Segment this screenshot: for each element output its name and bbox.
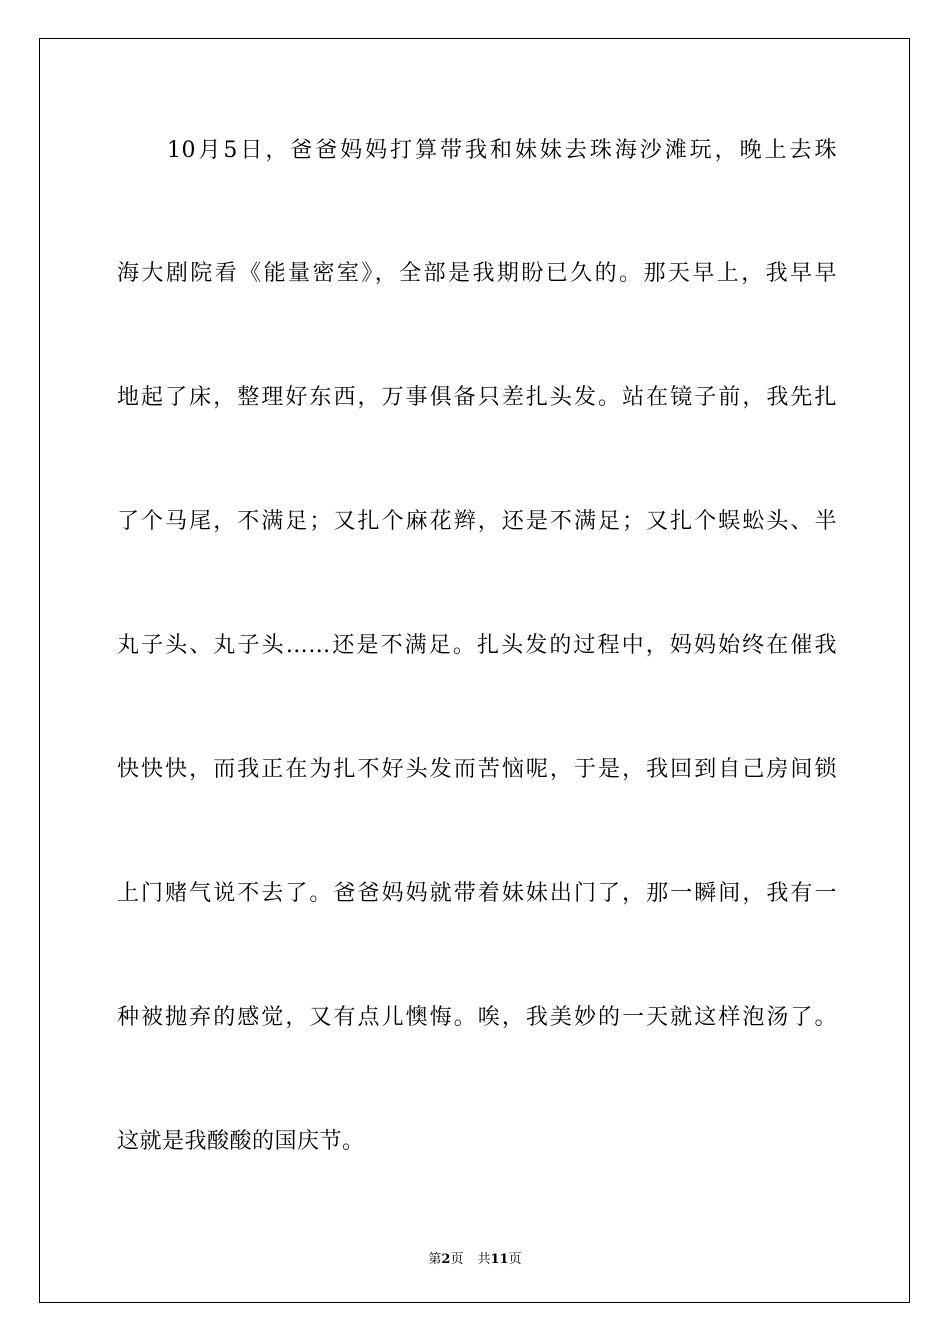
page-border [39, 38, 910, 1303]
total-page-number: 11 [490, 1252, 509, 1267]
paragraph-line: 丸子头、丸子头……还是不满足。扎头发的过程中，妈妈始终在催我 [117, 633, 837, 658]
page-suffix: 页 [450, 1252, 464, 1267]
page-prefix: 第 [428, 1252, 442, 1267]
current-page-number: 2 [441, 1252, 451, 1267]
page-footer [0, 1248, 950, 1267]
paragraph-line: 10月5日，爸爸妈妈打算带我和妹妹去珠海沙滩玩，晚上去珠 [167, 138, 837, 163]
total-prefix: 共 [477, 1252, 491, 1267]
total-suffix: 页 [508, 1252, 522, 1267]
paragraph-line: 这就是我酸酸的国庆节。 [117, 1129, 365, 1154]
paragraph-line: 地起了床，整理好东西，万事俱备只差扎头发。站在镜子前，我先扎 [117, 385, 837, 410]
paragraph-line: 种被抛弃的感觉，又有点儿懊悔。唉，我美妙的一天就这样泡汤了。 [117, 1005, 837, 1030]
paragraph-line: 快快快，而我正在为扎不好头发而苦恼呢，于是，我回到自己房间锁 [117, 757, 837, 782]
paragraph-line: 了个马尾，不满足；又扎个麻花辫，还是不满足；又扎个蜈蚣头、半 [117, 509, 837, 534]
paragraph-line: 海大剧院看《能量密室》，全部是我期盼已久的。那天早上，我早早 [117, 261, 837, 286]
paragraph-line: 上门赌气说不去了。爸爸妈妈就带着妹妹出门了，那一瞬间，我有一 [117, 881, 837, 906]
